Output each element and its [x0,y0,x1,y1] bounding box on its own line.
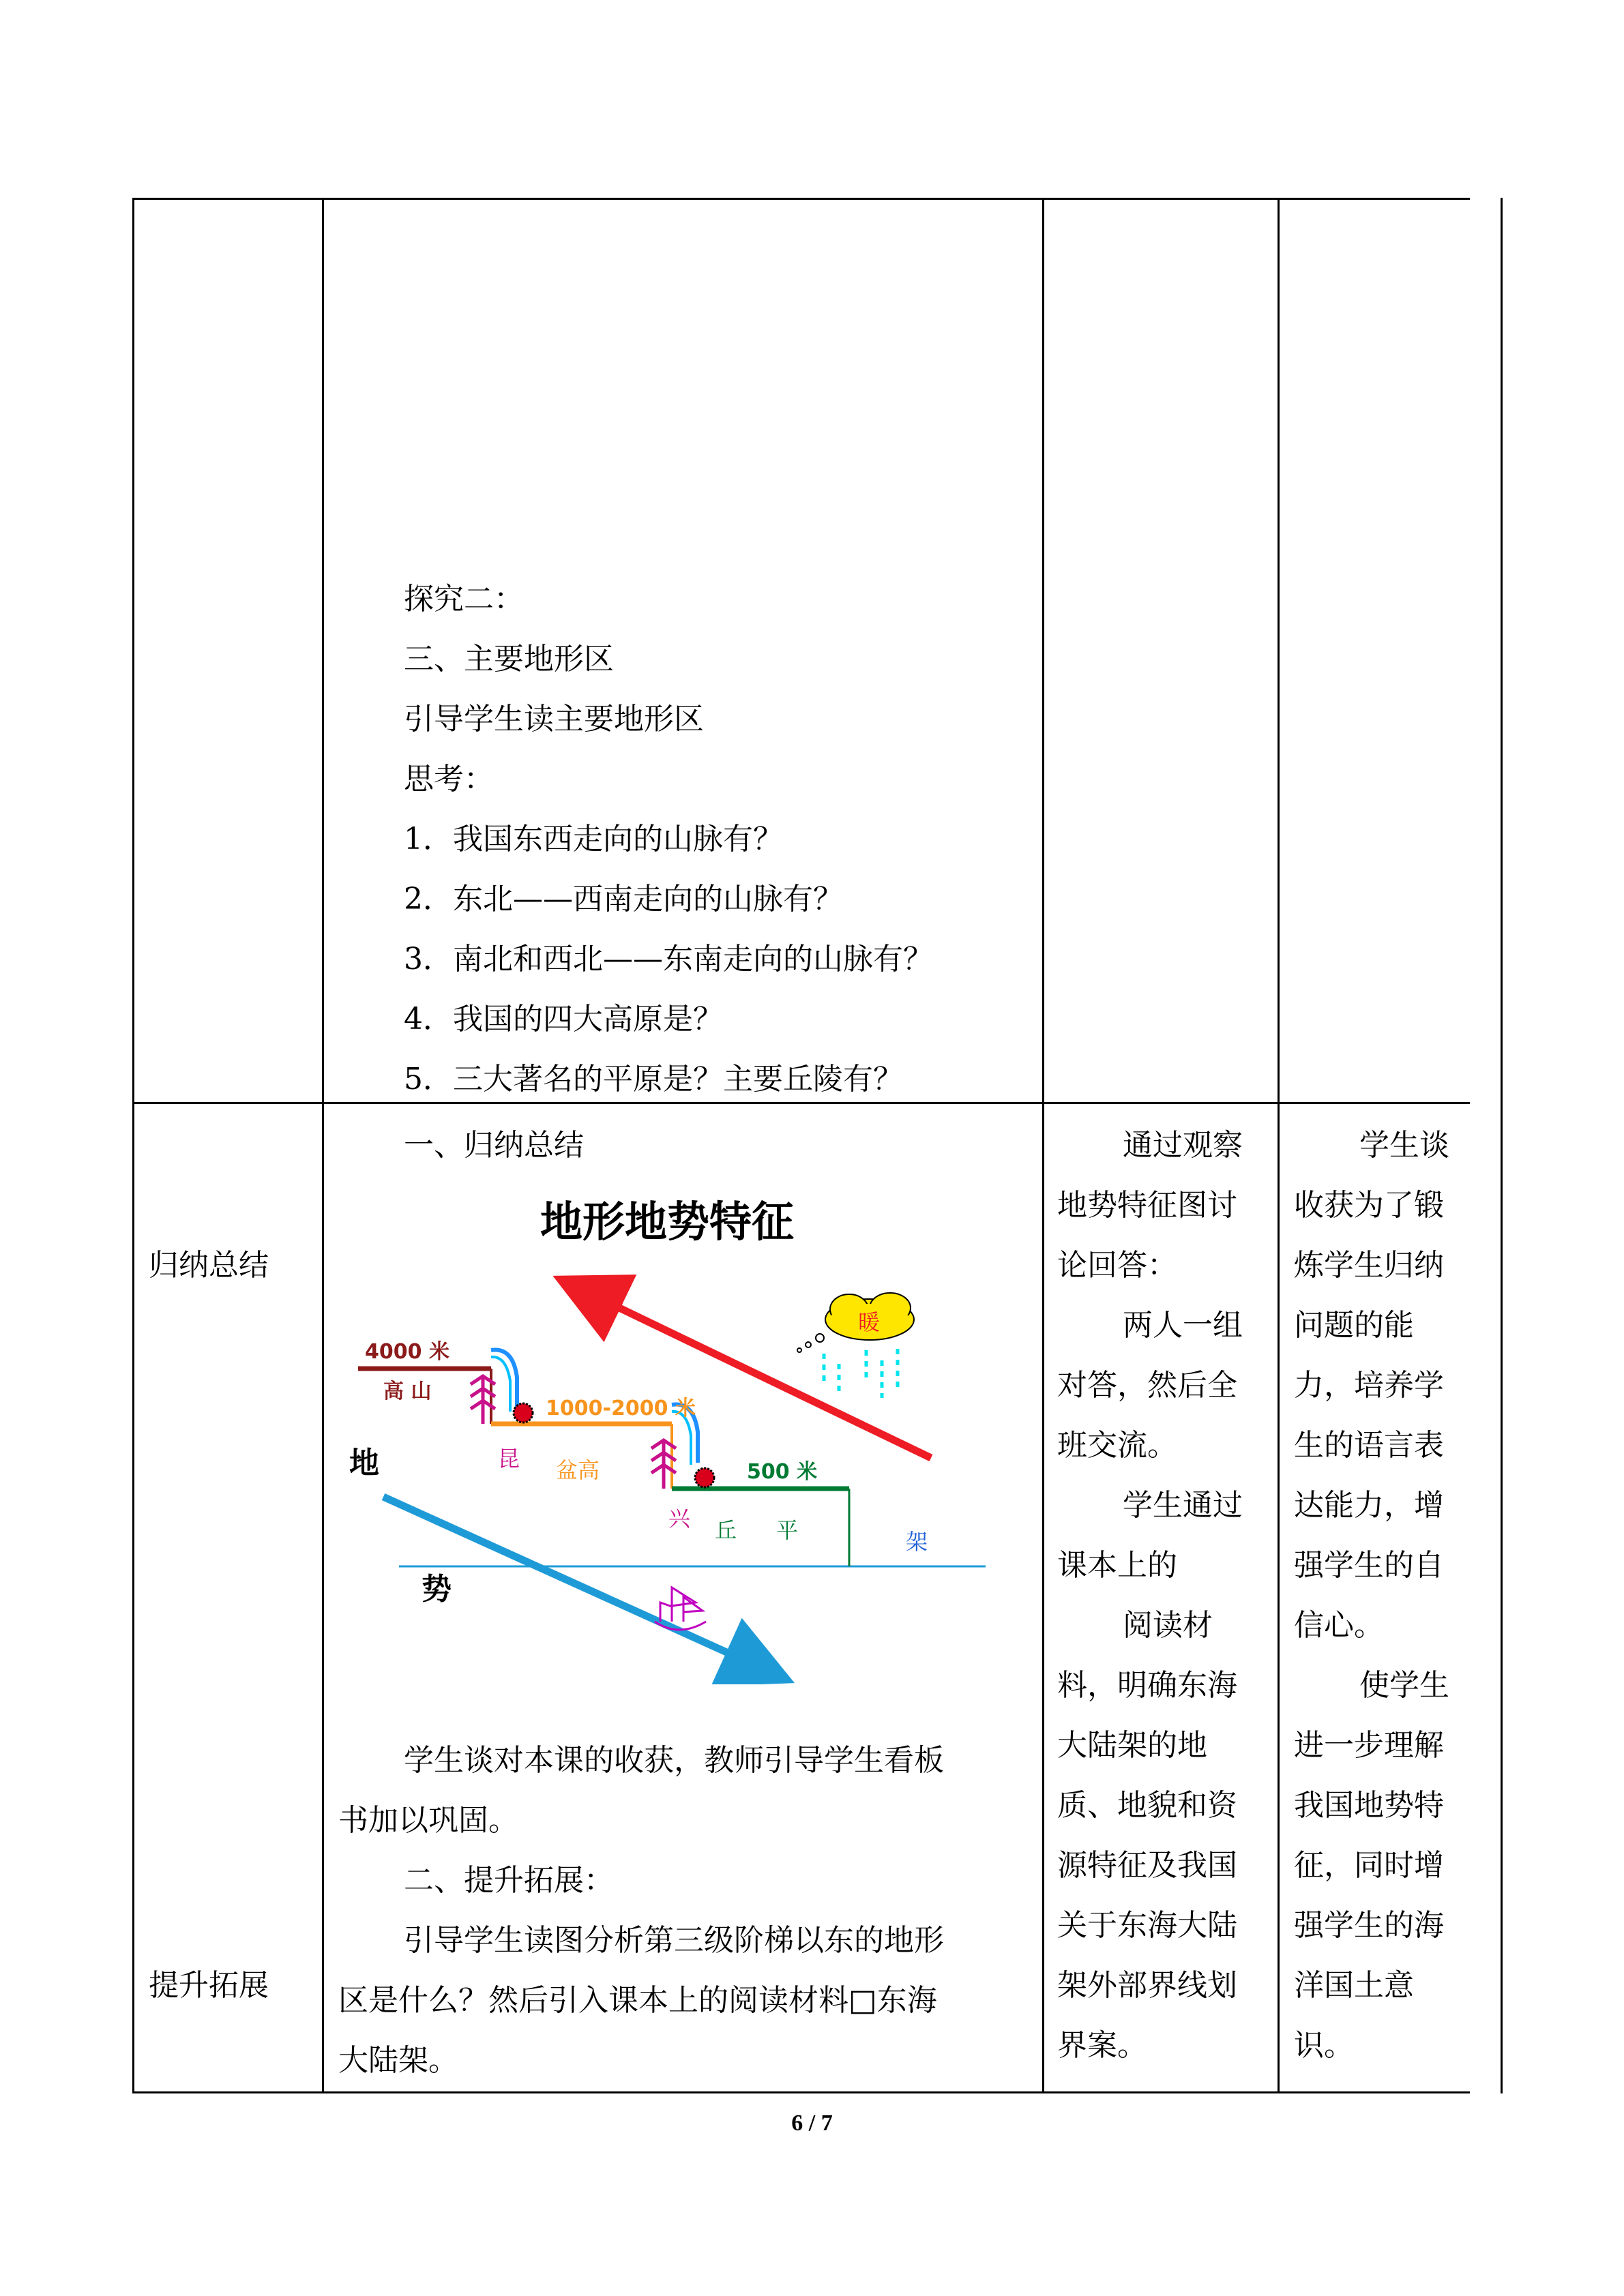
row1-line: 思考： [404,762,494,796]
row1-line: 探究二： [404,582,524,616]
waterfall-1 [491,1350,517,1411]
col4-line: 识。 [1294,2028,1354,2063]
col4-line: 进一步理解 [1294,1728,1444,1763]
row1-line: 5．三大著名的平原是？主要丘陵有？ [404,1062,903,1097]
col4-line: 信心。 [1294,1608,1384,1643]
col4-line: 收获为了锻 [1294,1188,1444,1223]
col4-line: 洋国土意 [1294,1968,1414,2003]
col3-line: 界案。 [1057,2028,1147,2063]
col4-line: 力，培养学 [1294,1368,1444,1403]
col3-line: 通过观察 [1123,1128,1243,1163]
col3-line: 料，明确东海 [1057,1668,1237,1703]
col3-line: 源特征及我国 [1057,1848,1237,1883]
rain [824,1349,898,1398]
col4-line: 问题的能 [1294,1308,1414,1343]
label-kun: 昆 [498,1446,520,1472]
para-line: 大陆架。 [338,2043,458,2078]
col3-line: 地势特征图讨 [1057,1188,1237,1223]
table-col-divider-2 [1042,198,1044,2093]
col3-line: 大陆架的地 [1057,1728,1207,1763]
row1-line: 3．南北和西北——东南走向的山脉有？ [404,942,933,976]
col3-line: 学生通过 [1123,1488,1243,1523]
label-extend: 提升拓展 [149,1968,269,2003]
col4-line: 炼学生归纳 [1294,1248,1444,1283]
col4-line: 学生谈 [1359,1128,1449,1163]
table-left-border [132,198,134,2093]
label-qiu: 丘 [715,1517,737,1543]
table-col-divider-1 [322,198,324,2093]
col3-line: 两人一组 [1123,1308,1243,1343]
col4-line: 我国地势特 [1294,1788,1444,1823]
page-number: 6 / 7 [791,2111,833,2136]
row1-line: 引导学生读主要地形区 [404,702,704,736]
col3-line: 课本上的 [1057,1548,1177,1583]
row1-line: 4．我国的四大高原是？ [404,1002,723,1037]
col3-line: 对答，然后全 [1057,1368,1237,1403]
para-line: 学生谈对本课的收获，教师引导学生看板 [404,1743,944,1778]
label-nuan: 暖 [858,1309,881,1335]
table-bottom-border [132,2091,1470,2093]
col3-line: 关于东海大陆 [1057,1908,1237,1943]
col3-line: 架外部界线划 [1057,1968,1237,2003]
cloud [797,1293,914,1352]
label-jia: 架 [906,1529,928,1555]
col4-line: 征，同时增 [1294,1848,1444,1883]
label-xing: 兴 [668,1506,691,1532]
table-col-divider-3 [1278,198,1280,2093]
extend-heading: 二、提升拓展： [404,1863,614,1898]
design-intent-column [1294,1116,1449,2076]
col4-line: 生的语言表 [1294,1428,1444,1463]
label-di: 地 [349,1446,379,1480]
col3-line: 论回答： [1057,1248,1177,1283]
table-top-border [132,198,1470,200]
label-gaoshan: 高 山 [383,1380,432,1403]
figure-title: 地形地势特征 [540,1197,795,1247]
para-line: 书加以巩固。 [338,1803,518,1838]
marker-1 [514,1403,533,1422]
col4-line: 强学生的海 [1294,1908,1444,1943]
label-pengao: 盆高 [556,1457,600,1483]
label-summary: 归纳总结 [149,1248,269,1283]
teacher-activity-column [1057,1116,1243,2076]
label-ping: 平 [776,1517,799,1543]
label-1000: 1000-2000 米 [546,1397,696,1420]
label-4000: 4000 米 [365,1340,449,1364]
marker-2 [695,1468,714,1487]
col4-line: 达能力，增 [1294,1488,1444,1523]
col3-line: 质、地貌和资 [1057,1788,1237,1823]
col3-line: 班交流。 [1057,1428,1177,1463]
row1-line: 三、主要地形区 [404,642,614,676]
terrain-figure [334,1262,1003,1684]
row1-line: 2．东北——西南走向的山脉有？ [404,882,843,916]
col3-line: 阅读材 [1123,1608,1213,1643]
table-right-border [1501,198,1503,2093]
row1-content [404,569,933,1109]
para-line: 区是什么？然后引入课本上的阅读材料□东海 [338,1983,937,2018]
summary-heading: 一、归纳总结 [404,1128,584,1163]
para-line: 引导学生读图分析第三级阶梯以东的地形 [404,1923,944,1958]
col4-line: 使学生 [1359,1668,1449,1703]
col4-line: 强学生的自 [1294,1548,1444,1583]
label-500: 500 米 [747,1460,818,1484]
label-shi: 势 [422,1572,452,1607]
row1-line: 1．我国东西走向的山脉有？ [404,822,783,856]
summary-paragraph [338,1731,944,2091]
